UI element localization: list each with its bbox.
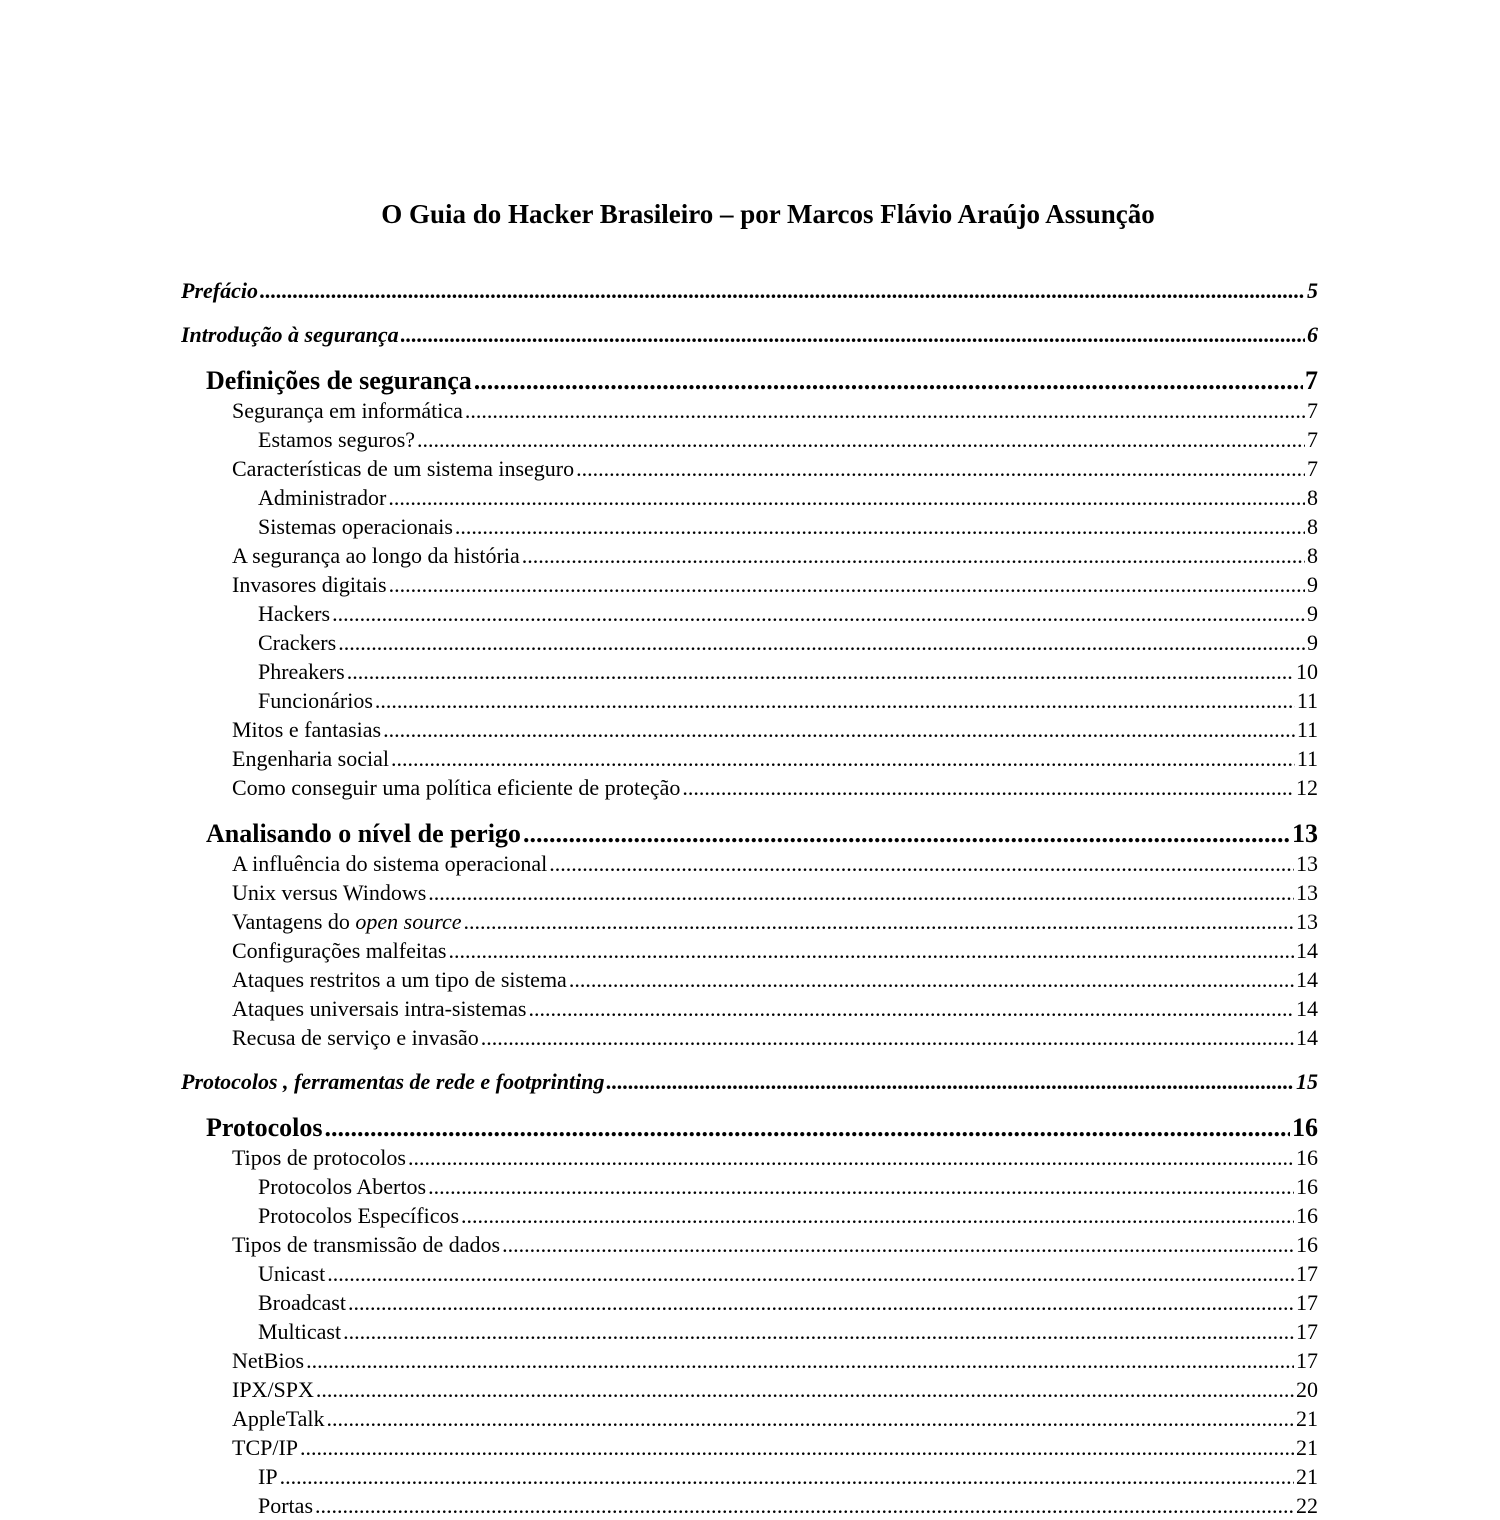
toc-entry-label: Multicast bbox=[258, 1319, 342, 1344]
toc-dot-leader bbox=[347, 657, 1294, 686]
toc-page-number: 8 bbox=[1307, 514, 1318, 539]
toc-entry[interactable] bbox=[258, 1491, 1318, 1520]
toc-entry-label: IPX/SPX bbox=[232, 1377, 314, 1402]
toc-entry-label: Sistemas operacionais bbox=[258, 514, 453, 539]
toc-entry-label: Protocolos Específicos bbox=[258, 1203, 460, 1228]
toc-entry-label: NetBios bbox=[232, 1348, 305, 1373]
toc-page-number: 12 bbox=[1296, 775, 1318, 800]
toc-entry[interactable] bbox=[232, 1143, 1318, 1172]
toc-dot-leader bbox=[465, 396, 1305, 425]
toc-entry[interactable] bbox=[232, 936, 1318, 965]
toc-entry[interactable] bbox=[258, 1201, 1318, 1230]
toc-entry[interactable] bbox=[232, 744, 1318, 773]
toc-page-number: 7 bbox=[1307, 398, 1318, 423]
toc-dot-leader bbox=[549, 849, 1294, 878]
toc-entry-label: A influência do sistema operacional bbox=[232, 851, 548, 876]
toc-entry[interactable] bbox=[258, 686, 1318, 715]
toc-entry[interactable] bbox=[232, 541, 1318, 570]
toc-dot-leader bbox=[316, 1375, 1294, 1404]
toc-dot-leader bbox=[389, 570, 1305, 599]
toc-page-number: 14 bbox=[1296, 967, 1318, 992]
toc-page-number: 17 bbox=[1296, 1348, 1318, 1373]
toc-entry-label: Configurações malfeitas bbox=[232, 938, 447, 963]
toc-page-number: 8 bbox=[1307, 485, 1318, 510]
toc-entry-label: Protocolos bbox=[206, 1113, 323, 1142]
toc-entry[interactable] bbox=[258, 425, 1318, 454]
toc-entry[interactable] bbox=[258, 1462, 1318, 1491]
toc-page-number: 11 bbox=[1296, 746, 1318, 771]
toc-page-number: 9 bbox=[1307, 572, 1318, 597]
toc-entry[interactable] bbox=[258, 512, 1318, 541]
toc-dot-leader bbox=[391, 744, 1295, 773]
toc-entry[interactable] bbox=[232, 1404, 1318, 1433]
toc-dot-leader bbox=[375, 686, 1295, 715]
toc-dot-leader bbox=[388, 483, 1305, 512]
toc-page-number: 13 bbox=[1296, 851, 1318, 876]
toc-entry-label: Crackers bbox=[258, 630, 337, 655]
toc-page-number: 16 bbox=[1296, 1203, 1318, 1228]
toc-dot-leader bbox=[576, 454, 1305, 483]
toc-entry[interactable] bbox=[232, 1230, 1318, 1259]
toc-entry-label: Broadcast bbox=[258, 1290, 346, 1315]
toc-page-number: 21 bbox=[1296, 1435, 1318, 1460]
toc-dot-leader bbox=[401, 320, 1305, 350]
toc-page-number: 13 bbox=[1296, 880, 1318, 905]
toc-entry-label: TCP/IP bbox=[232, 1435, 299, 1460]
toc-entry-label: Tipos de protocolos bbox=[232, 1145, 406, 1170]
toc-dot-leader bbox=[461, 1201, 1294, 1230]
toc-entry[interactable] bbox=[258, 628, 1318, 657]
toc-page-number: 16 bbox=[1296, 1174, 1318, 1199]
toc-entry[interactable] bbox=[232, 1375, 1318, 1404]
toc-entry[interactable] bbox=[258, 657, 1318, 686]
toc-dot-leader bbox=[474, 364, 1303, 398]
toc-dot-leader bbox=[300, 1433, 1294, 1462]
toc-page-number: 9 bbox=[1307, 601, 1318, 626]
toc-entry[interactable] bbox=[258, 1317, 1318, 1346]
toc-page-number: 5 bbox=[1307, 278, 1318, 303]
toc-dot-leader bbox=[327, 1259, 1294, 1288]
toc-entry-label: Administrador bbox=[258, 485, 387, 510]
toc-page-number: 7 bbox=[1305, 366, 1318, 395]
toc-page-number: 13 bbox=[1296, 909, 1318, 934]
toc-entry[interactable] bbox=[206, 364, 1318, 398]
toc-entry-label-italic: open source bbox=[355, 909, 462, 934]
toc-entry-label: Unix versus Windows bbox=[232, 880, 427, 905]
toc-page-number: 6 bbox=[1307, 322, 1318, 347]
toc-entry-label: Portas bbox=[258, 1493, 313, 1518]
toc-entry[interactable] bbox=[232, 773, 1318, 802]
toc-entry-label: IP bbox=[258, 1464, 278, 1489]
toc-dot-leader bbox=[522, 541, 1305, 570]
toc-entry[interactable] bbox=[181, 276, 1318, 306]
toc-page-number: 8 bbox=[1307, 543, 1318, 568]
toc-page-number: 13 bbox=[1292, 819, 1318, 848]
toc-page-number: 17 bbox=[1296, 1319, 1318, 1344]
toc-entry-label: Tipos de transmissão de dados bbox=[232, 1232, 501, 1257]
toc-entry[interactable] bbox=[232, 878, 1318, 907]
toc-page-number: 16 bbox=[1296, 1145, 1318, 1170]
toc-entry[interactable] bbox=[232, 907, 1318, 936]
toc-dot-leader bbox=[325, 1111, 1291, 1145]
toc-entry[interactable] bbox=[232, 1023, 1318, 1052]
toc-entry-label: Recusa de serviço e invasão bbox=[232, 1025, 479, 1050]
toc-entry-label: Engenharia social bbox=[232, 746, 389, 771]
toc-entry-label: Características de um sistema inseguro bbox=[232, 456, 575, 481]
toc-dot-leader bbox=[682, 773, 1294, 802]
toc-entry[interactable] bbox=[232, 849, 1318, 878]
toc-entry-label: AppleTalk bbox=[232, 1406, 325, 1431]
toc-dot-leader bbox=[464, 907, 1294, 936]
toc-page-number: 21 bbox=[1296, 1464, 1318, 1489]
toc-page-number: 16 bbox=[1296, 1232, 1318, 1257]
toc-entry-label: Protocolos , ferramentas de rede e footprinting bbox=[181, 1069, 605, 1094]
toc-dot-leader bbox=[332, 599, 1305, 628]
toc-entry-label: Phreakers bbox=[258, 659, 345, 684]
toc-dot-leader bbox=[338, 628, 1305, 657]
toc-entry[interactable] bbox=[258, 1259, 1318, 1288]
toc-entry[interactable] bbox=[232, 965, 1318, 994]
toc-entry[interactable] bbox=[232, 994, 1318, 1023]
toc-dot-leader bbox=[448, 936, 1294, 965]
toc-page-number: 20 bbox=[1296, 1377, 1318, 1402]
toc-page-number: 7 bbox=[1307, 456, 1318, 481]
toc-entry[interactable] bbox=[258, 483, 1318, 512]
toc-entry-label: Analisando o nível de perigo bbox=[206, 819, 521, 848]
toc-entry-label: Prefácio bbox=[181, 278, 258, 303]
toc-dot-leader bbox=[315, 1491, 1294, 1520]
toc-entry[interactable] bbox=[206, 1111, 1318, 1145]
toc-page-number: 11 bbox=[1296, 688, 1318, 713]
toc-entry-label: Definições de segurança bbox=[206, 366, 472, 395]
toc-entry-label: Ataques restritos a um tipo de sistema bbox=[232, 967, 567, 992]
toc-entry-label: Unicast bbox=[258, 1261, 326, 1286]
toc-entry[interactable] bbox=[258, 1172, 1318, 1201]
toc-entry-label: Vantagens do open source bbox=[232, 909, 462, 934]
toc-entry-label: Mitos e fantasias bbox=[232, 717, 382, 742]
toc-entry-label: Introdução à segurança bbox=[181, 322, 399, 347]
toc-page-number: 14 bbox=[1296, 938, 1318, 963]
toc-entry-label: Estamos seguros? bbox=[258, 427, 416, 452]
toc-page-number: 21 bbox=[1296, 1406, 1318, 1431]
toc-page-number: 7 bbox=[1307, 427, 1318, 452]
toc-entry-label: A segurança ao longo da história bbox=[232, 543, 520, 568]
toc-dot-leader bbox=[529, 994, 1295, 1023]
toc-entry[interactable] bbox=[232, 396, 1318, 425]
toc-dot-leader bbox=[523, 817, 1290, 851]
toc-dot-leader bbox=[502, 1230, 1294, 1259]
toc-entry-label: Funcionários bbox=[258, 688, 373, 713]
toc-dot-leader bbox=[606, 1067, 1294, 1097]
toc-entry[interactable] bbox=[232, 1433, 1318, 1462]
toc-dot-leader bbox=[569, 965, 1294, 994]
toc-page-number: 17 bbox=[1296, 1290, 1318, 1315]
toc-entry[interactable] bbox=[232, 1346, 1318, 1375]
toc-dot-leader bbox=[306, 1346, 1294, 1375]
toc-dot-leader bbox=[260, 276, 1305, 306]
toc-page-number: 16 bbox=[1292, 1113, 1318, 1142]
toc-dot-leader bbox=[408, 1143, 1294, 1172]
toc-entry[interactable] bbox=[232, 570, 1318, 599]
toc-dot-leader bbox=[280, 1462, 1294, 1491]
toc-dot-leader bbox=[343, 1317, 1294, 1346]
toc-dot-leader bbox=[383, 715, 1295, 744]
toc-entry[interactable] bbox=[181, 320, 1318, 350]
toc-page-number: 10 bbox=[1296, 659, 1318, 684]
document-title: O Guia do Hacker Brasileiro – por Marcos Flávio Araújo Assunção bbox=[381, 199, 1155, 229]
toc-entry[interactable] bbox=[206, 817, 1318, 851]
toc-dot-leader bbox=[481, 1023, 1294, 1052]
toc-entry[interactable] bbox=[232, 715, 1318, 744]
toc-dot-leader bbox=[417, 425, 1305, 454]
toc-entry-label: Protocolos Abertos bbox=[258, 1174, 427, 1199]
toc-page-number: 15 bbox=[1296, 1069, 1318, 1094]
toc-entry-label: Hackers bbox=[258, 601, 331, 626]
toc-dot-leader bbox=[428, 1172, 1294, 1201]
toc-page-number: 9 bbox=[1307, 630, 1318, 655]
toc-dot-leader bbox=[327, 1404, 1294, 1433]
toc-entry-label: Como conseguir uma política eficiente de proteção bbox=[232, 775, 681, 800]
toc-page-number: 14 bbox=[1296, 1025, 1318, 1050]
toc-page-number: 22 bbox=[1296, 1493, 1318, 1518]
toc-entry[interactable] bbox=[232, 454, 1318, 483]
toc-entry[interactable] bbox=[258, 599, 1318, 628]
toc-page-number: 11 bbox=[1296, 717, 1318, 742]
toc-dot-leader bbox=[455, 512, 1305, 541]
toc-dot-leader bbox=[348, 1288, 1294, 1317]
toc-page-number: 14 bbox=[1296, 996, 1318, 1021]
toc-entry[interactable] bbox=[181, 1067, 1318, 1097]
toc-entry-label: Invasores digitais bbox=[232, 572, 387, 597]
toc-page-number: 17 bbox=[1296, 1261, 1318, 1286]
toc-entry-label: Segurança em informática bbox=[232, 398, 463, 423]
toc-dot-leader bbox=[428, 878, 1294, 907]
toc-entry-label: Ataques universais intra-sistemas bbox=[232, 996, 527, 1021]
toc-entry[interactable] bbox=[258, 1288, 1318, 1317]
